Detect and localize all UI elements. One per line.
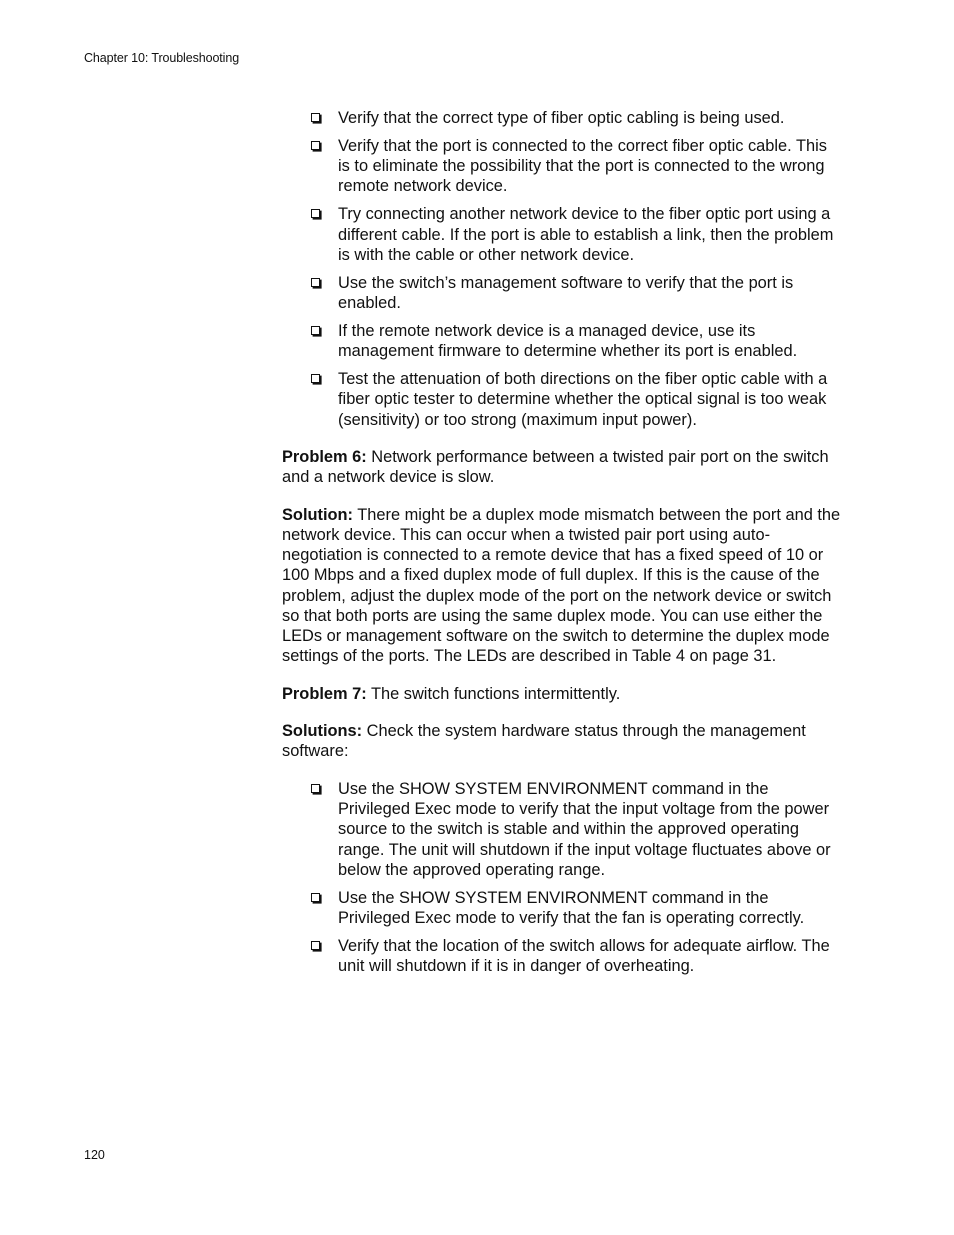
- running-header: Chapter 10: Troubleshooting: [84, 51, 240, 65]
- list-item-text: Verify that the correct type of fiber optic cabling is being used.: [338, 109, 785, 127]
- problem-7-paragraph: [282, 684, 842, 704]
- problem-7-label: Problem 7:: [282, 684, 367, 703]
- problem-6-label: Problem 6:: [282, 448, 367, 467]
- list-item: [282, 204, 842, 265]
- list-item: [282, 888, 842, 928]
- list-item: [282, 779, 842, 880]
- checkbox-bullet-icon: [311, 209, 320, 218]
- solution-6-label: Solution:: [282, 505, 354, 524]
- list-item-text: If the remote network device is a managed device, use its management firmware to determine whether its port is enabled.: [338, 322, 798, 361]
- list-item: [282, 936, 842, 976]
- list-item-text: Use the SHOW SYSTEM ENVIRONMENT command in the Privileged Exec mode to verify that the input voltage from the power source to the switch is stable and within the approved operating range. The unit will shutdown if the input voltage fluctuates above or below the approved operating range.: [338, 779, 831, 879]
- solution-7-text: Check the system hardware status through the management software:: [282, 722, 806, 761]
- list-item-text: Use the switch’s management software to verify that the port is enabled.: [338, 273, 794, 313]
- list-item-text: Try connecting another network device to the fiber optic port using a different cable. If the port is able to establish a link, then the problem is with the cable or other network device.: [338, 205, 834, 264]
- list-item-text: Use the SHOW SYSTEM ENVIRONMENT command in the Privileged Exec mode to verify that the fan is operating correctly.: [338, 888, 805, 927]
- page-body: [282, 108, 842, 984]
- checkbox-bullet-icon: [311, 326, 320, 335]
- problem-6-text: Network performance between a twisted pair port on the switch and a network device is slow.: [282, 448, 829, 487]
- checkbox-bullet-icon: [311, 784, 320, 793]
- list-item: [282, 273, 842, 313]
- list-item: [282, 369, 842, 430]
- list-item-text: Verify that the port is connected to the correct fiber optic cable. This is to eliminate the possibility that the port is connected to the wrong remote network device.: [338, 137, 827, 196]
- solution-7-paragraph: [282, 721, 842, 761]
- checkbox-bullet-icon: [311, 141, 320, 150]
- hardware-checklist: [282, 779, 842, 976]
- list-item: [282, 108, 842, 128]
- fiber-checklist: [282, 108, 842, 430]
- page-number: 120: [84, 1148, 105, 1162]
- checkbox-bullet-icon: [311, 941, 320, 950]
- solution-6-text: There might be a duplex mode mismatch between the port and the network device. This can occur when a twisted pair port using auto-negotiation is connected to a remote device that has a fixed speed of 10 or 100 Mbps and a fixed duplex mode of full duplex. If this is the cause of the problem, adjust the duplex mode of the port on the network device or switch so that both ports are using the same duplex mode. You can use either the LEDs or management software on the switch to determine the duplex mode settings of the ports. The LEDs are described in Table 4 on page 31.: [282, 505, 841, 666]
- list-item-text: Verify that the location of the switch allows for adequate airflow. The unit will shutdown if it is in danger of overheating.: [338, 936, 830, 976]
- problem-7-text: The switch functions intermittently.: [366, 684, 621, 703]
- problem-6-paragraph: [282, 447, 842, 487]
- list-item: [282, 321, 842, 361]
- checkbox-bullet-icon: [311, 374, 320, 383]
- checkbox-bullet-icon: [311, 113, 320, 122]
- checkbox-bullet-icon: [311, 278, 320, 287]
- list-item: [282, 136, 842, 197]
- solution-6-paragraph: [282, 505, 842, 667]
- checkbox-bullet-icon: [311, 893, 320, 902]
- solution-7-label: Solutions:: [282, 722, 363, 741]
- list-item-text: Test the attenuation of both directions on the fiber optic cable with a fiber optic tester to determine whether the optical signal is too weak (sensitivity) or too strong (maximum input power).: [338, 370, 828, 429]
